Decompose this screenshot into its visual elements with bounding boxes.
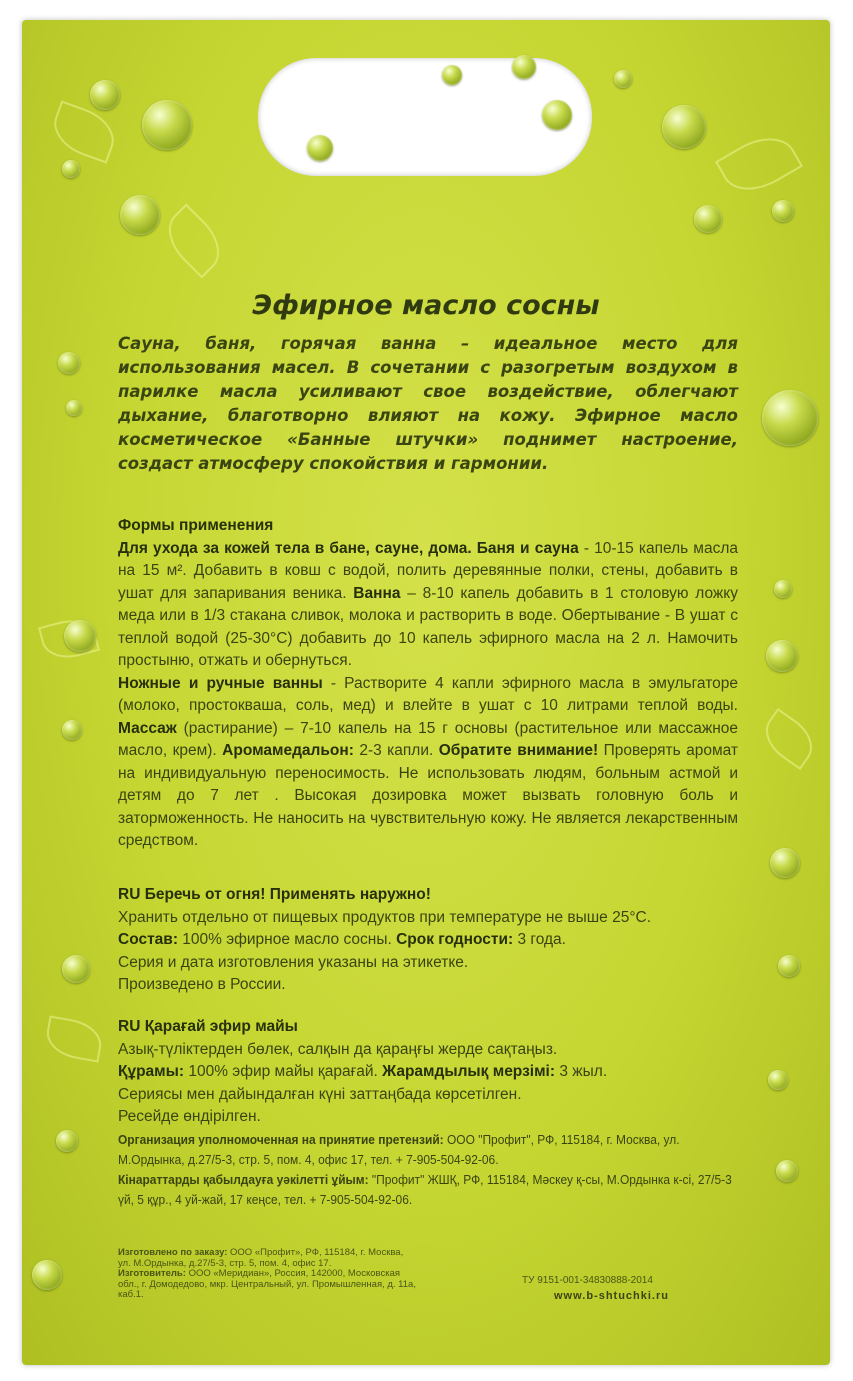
product-title: Эфирное масло сосны (252, 290, 600, 321)
org-ru-label: Организация уполномоченная на принятие претензий: (118, 1132, 444, 1147)
massage-text: (растирание) – 7-10 капель на 15 г основы (растительное или массажное масло, крем). (118, 719, 738, 759)
ru-origin: Произведено в России. (118, 976, 286, 993)
attention-label: Обратите внимание! (438, 742, 599, 759)
kz-shelf-label: Жарамдылық мерзімі: (382, 1063, 556, 1080)
kz-batch: Сериясы мен дайындалған күні заттаңбада көрсетілген. (118, 1085, 522, 1103)
kz-origin: Ресейде өндірілген. (118, 1108, 261, 1125)
org-kz-text: "Профит" ЖШҚ, РФ, 115184, Мәскеу қ-сы, М.Ордынка к-сі, 27/5-3 үй, 5 құр., 4 уй-жай, 17 кеңсе, тел. + 7-905-504-92-06. (118, 1172, 732, 1207)
ru-section (118, 884, 738, 997)
website-link[interactable]: www.b-shtuchki.ru (554, 1290, 669, 1302)
massage-label: Массаж (118, 719, 177, 737)
org-ru-text: ООО "Профит", РФ, 115184, г. Москва, ул. М.Ордынка, д.27/5-3, стр. 5, пом. 4, офис 17, тел. + 7-905-504-92-06. (118, 1132, 680, 1167)
kz-shelf-text: 3 жыл. (555, 1063, 608, 1080)
ru-heading: RU Беречь от огня! Применять наружно! (118, 886, 431, 903)
kz-heading: RU Қарағай эфир майы (118, 1018, 298, 1035)
ordered-text: ООО «Профит», РФ, 115184, г. Москва, ул. М.Ордынка, д.27/5-3, стр. 5, пом. 4, офис 17. (118, 1247, 404, 1269)
aroma-text: 2-3 капли. (353, 742, 439, 759)
kz-section (118, 1016, 738, 1129)
tu-code: ТУ 9151-001-34830888-2014 (522, 1275, 653, 1286)
ru-shelf-text: 3 года. (513, 931, 566, 948)
skin-care-label: Для ухода за кожей тела в бане, сауне, дома. Баня и сауна (118, 539, 579, 557)
kz-storage: Азық-түліктерден бөлек, салқын да қараңғы жерде сақтаңыз. (118, 1040, 558, 1058)
ru-composition-text: 100% эфирное масло сосны. (177, 931, 397, 948)
product-intro: Сауна, баня, горячая ванна – идеальное место для использования масел. В сочетании с разогретым воздухом в парилке масла усиливают свое воздействие, облегчают дыхание, благотворно влияют на кожу. Эфирное масло косметическое «Банные штучки» поднимет настроение, создаст атмосферу спокойствия и гармонии. (118, 334, 738, 473)
ru-shelf-label: Срок годности: (396, 931, 514, 948)
product-card (22, 20, 830, 1365)
attention-text: Проверять аромат на индивидуальную переносимость. Не использовать людям, больным астмой и детям до 7 лет . Высокая дозировка может вызвать головную боль и заторможенность. Не наносить на чувствительную кожу. Не является лекарственным средством. (118, 742, 738, 849)
ru-storage: Хранить отдельно от пищевых продуктов при температуре не выше 25°С. (118, 908, 652, 926)
aroma-label: Аромамедальон: (222, 742, 354, 759)
skin-care-text: - 10-15 капель масла на 15 м². Добавить в ковш с водой, полить деревянные полки, стены, добавить в ушат для запаривания веника. (118, 539, 738, 602)
bath-label: Ванна (353, 584, 401, 602)
bath-text: – 8-10 капель добавить в 1 столовую ложку меда или в 1/3 стакана сливок, молока и растворить в воде. Обертывание - В ушат с теплой водой (25-30°С) добавить до 10 капель эфирного масла на 2 л. Намочить простыню, отжать и обернуться. (118, 584, 738, 669)
ordered-label: Изготовлено по заказу: (118, 1247, 228, 1258)
maker-text: ООО «Меридиан», Россия, 142000, Московская обл., г. Домодедово, мкр. Центральный, ул. Промышленная, д. 11а, каб.1. (118, 1268, 416, 1300)
ru-batch: Серия и дата изготовления указаны на этикетке. (118, 953, 469, 971)
usage-section (118, 515, 738, 853)
kz-composition-label: Құрамы: (118, 1063, 185, 1080)
foot-bath-label: Ножные и ручные ванны (118, 674, 323, 692)
kz-composition-text: 100% эфир майы қарағай. (184, 1063, 383, 1080)
org-kz-label: Кінараттарды қабылдауға уәкілетті ұйым: (118, 1172, 369, 1187)
fine-print (118, 1248, 418, 1301)
ru-composition-label: Состав: (118, 931, 178, 948)
usage-heading: Формы применения (118, 517, 274, 534)
organization-info (118, 1130, 738, 1210)
maker-label: Изготовитель: (118, 1268, 186, 1279)
foot-bath-text: - Растворите 4 капли эфирного масла в эмульгаторе (молоко, простокваша, соль, мед) и влейте в ушат с 10 литрами теплой воды. (118, 674, 739, 714)
